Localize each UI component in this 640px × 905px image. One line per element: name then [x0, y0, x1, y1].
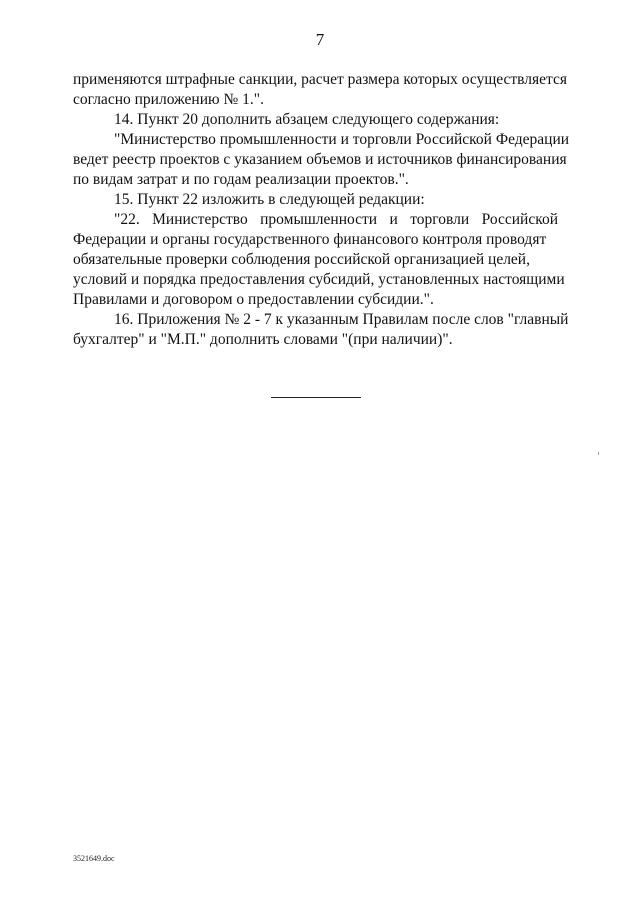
paragraph-line: Правилами и договором о предоставлении субсидии.". — [73, 291, 434, 308]
page-number: 7 — [315, 30, 325, 49]
paragraph-line: "22. Министерство промышленности и торговли Российской — [114, 211, 558, 228]
paragraph-line: бухгалтер" и "М.П." дополнить словами "(при наличии)". — [73, 331, 453, 348]
paragraph-line: 16. Приложения № 2 - 7 к указанным Правилам после слов "главный — [114, 311, 569, 328]
paragraph-line: условий и порядка предоставления субсидий, установленных настоящими — [73, 271, 565, 288]
paragraph-line: обязательные проверки соблюдения российской организацией целей, — [73, 251, 530, 268]
paragraph-line: по видам затрат и по годам реализации проектов.". — [73, 171, 409, 188]
section-separator-line — [271, 397, 361, 398]
paragraph-line: "Министерство промышленности и торговли Российской Федерации — [114, 131, 570, 148]
paragraph-line: 14. Пункт 20 дополнить абзацем следующего содержания: — [114, 111, 500, 128]
document-filename: 3521649.doc — [73, 854, 115, 863]
paragraph-line: 15. Пункт 22 изложить в следующей редакции: — [114, 191, 425, 208]
paragraph-line: согласно приложению № 1.". — [73, 91, 264, 108]
paragraph-line: ведет реестр проектов с указанием объемов и источников финансирования — [73, 151, 567, 168]
paragraph-line: Федерации и органы государственного финансового контроля проводят — [73, 231, 547, 248]
body-text — [73, 70, 570, 350]
paragraph-line: применяются штрафные санкции, расчет размера которых осуществляется — [73, 71, 568, 88]
scan-mark — [598, 452, 599, 455]
